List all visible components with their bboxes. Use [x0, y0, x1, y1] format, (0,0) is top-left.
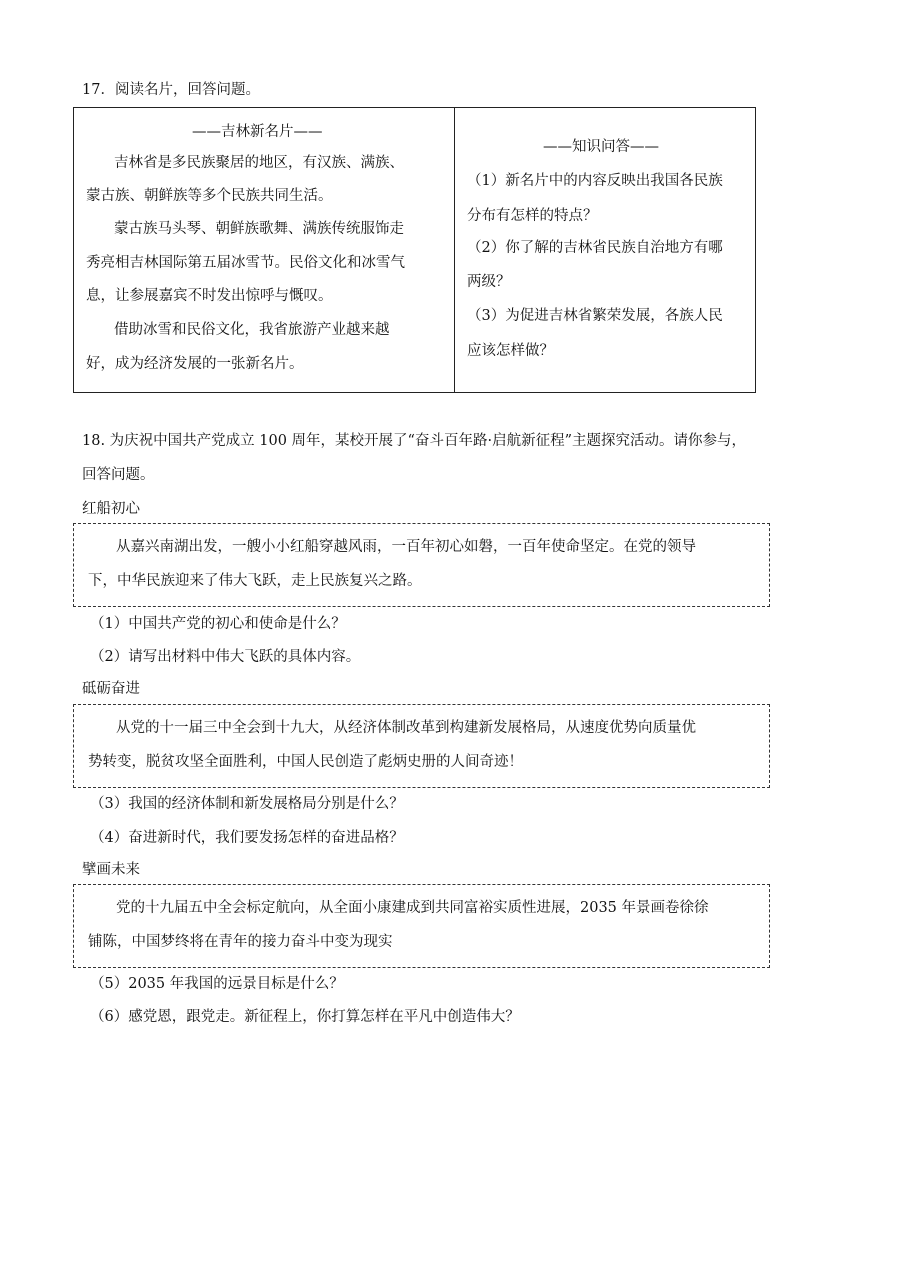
- table-divider: [454, 108, 455, 392]
- question-17-stem: 17．阅读名片，回答问题。: [82, 82, 260, 98]
- card-right-line: （3）为促进吉林省繁荣发展，各族人民: [467, 308, 723, 324]
- sub-question: （1）中国共产党的初心和使命是什么？: [90, 616, 346, 632]
- card-right-line: （1）新名片中的内容反映出我国各民族: [467, 173, 723, 189]
- card-left-line: 蒙古族、朝鲜族等多个民族共同生活。: [86, 188, 333, 204]
- sub-question: （4）奋进新时代，我们要发扬怎样的奋进品格？: [90, 830, 404, 846]
- card-left-line: 秀亮相吉林国际第五届冰雪节。民俗文化和冰雪气: [86, 255, 405, 271]
- section-heading: 擘画未来: [82, 862, 140, 878]
- material-line: 从党的十一届三中全会到十九大，从经济体制改革到构建新发展格局，从速度优势向质量优: [116, 720, 696, 736]
- question-18-stem: 18. 为庆祝中国共产党成立 100 周年，某校开展了“奋斗百年路·启航新征程”主题探究活动。请你参与，: [82, 433, 746, 449]
- card-right-line: 应该怎样做？: [467, 343, 554, 359]
- card-left-line: 好，成为经济发展的一张新名片。: [86, 356, 304, 372]
- section-heading: 红船初心: [82, 501, 140, 517]
- card-right-line: 两级？: [467, 274, 511, 290]
- card-left-line: 吉林省是多民族聚居的地区，有汉族、满族、: [114, 155, 404, 171]
- material-line: 下，中华民族迎来了伟大飞跃，走上民族复兴之路。: [88, 573, 422, 589]
- material-line: 势转变，脱贫攻坚全面胜利，中国人民创造了彪炳史册的人间奇迹！: [88, 754, 523, 770]
- material-box: [73, 523, 770, 607]
- material-line: 铺陈，中国梦终将在青年的接力奋斗中变为现实: [88, 934, 393, 950]
- card-left-line: 息，让参展嘉宾不时发出惊呼与慨叹。: [86, 288, 333, 304]
- sub-question: （2）请写出材料中伟大飞跃的具体内容。: [90, 649, 361, 665]
- name-card-table: [73, 107, 756, 393]
- card-right-line: （2）你了解的吉林省民族自治地方有哪: [467, 240, 723, 256]
- card-left-line: 蒙古族马头琴、朝鲜族歌舞、满族传统服饰走: [114, 221, 404, 237]
- material-box: [73, 704, 770, 788]
- card-right-line: 分布有怎样的特点？: [467, 208, 598, 224]
- material-box: [73, 884, 770, 968]
- section-heading: 砥砺奋进: [82, 681, 140, 697]
- card-left-line: 借助冰雪和民俗文化，我省旅游产业越来越: [114, 322, 390, 338]
- card-right-title: ——知识问答——: [543, 139, 659, 155]
- question-18-stem-cont: 回答问题。: [82, 467, 155, 483]
- sub-question: （5）2035 年我国的远景目标是什么？: [90, 976, 344, 992]
- sub-question: （6）感党恩，跟党走。新征程上，你打算怎样在平凡中创造伟大？: [90, 1009, 520, 1025]
- sub-question: （3）我国的经济体制和新发展格局分别是什么？: [90, 796, 404, 812]
- material-line: 党的十九届五中全会标定航向，从全面小康建成到共同富裕实质性进展，2035 年景画卷徐徐: [116, 900, 709, 916]
- card-left-title: ——吉林新名片——: [192, 124, 323, 140]
- material-line: 从嘉兴南湖出发，一艘小小红船穿越风雨，一百年初心如磐，一百年使命坚定。在党的领导: [116, 539, 696, 555]
